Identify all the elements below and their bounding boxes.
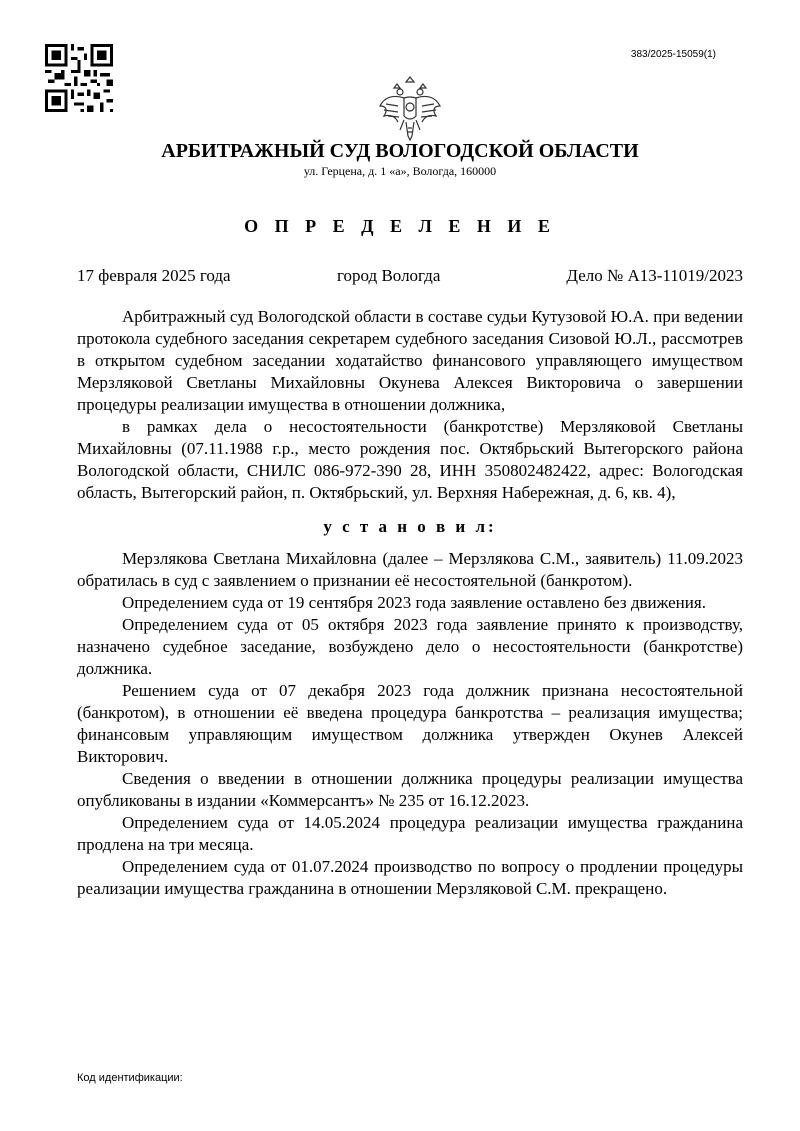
section-heading: у с т а н о в и л: [323,517,497,536]
document-date: 17 февраля 2025 года [77,266,231,285]
coat-of-arms-icon [378,76,442,142]
document-body [77,306,743,900]
body-paragraph: Решением суда от 07 декабря 2023 года должник признана несостоятельной (банкротом), в отношении её введена процедура банкротства – реализация имущества; финансовым управляющим имуществом должника утвержден Окунев Алексей Викторович. [77,681,743,766]
intro-paragraph: в рамках дела о несостоятельности (банкротстве) Мерзляковой Светланы Михайловны (07.11.1988 г.р., место рождения пос. Октябрьский Вытегорского района Вологодской области, СНИЛС 086-972-390 28, ИНН 350802482422, адрес: Вологодская область, Вытегорский район, п. Октябрьский, ул. Верхняя Набережная, д. 6, кв. 4), [77,417,743,502]
document-number: 383/2025-15059(1) [630,49,716,60]
body-paragraph: Мерзлякова Светлана Михайловна (далее – Мерзлякова С.М., заявитель) 11.09.2023 обратилась в суд с заявлением о признании её несостоятельной (банкротом). [77,549,743,590]
document-title: О П Р Е Д Е Л Е Н И Е [244,216,556,236]
identification-code-label: Код идентификации: [77,1072,183,1084]
body-paragraph: Определением суда от 19 сентября 2023 года заявление оставлено без движения. [122,593,706,612]
body-paragraph: Сведения о введении в отношении должника процедуры реализации имущества опубликованы в издании «Коммерсантъ» № 235 от 16.12.2023. [77,769,743,810]
intro-paragraph: Арбитражный суд Вологодской области в составе судьи Кутузовой Ю.А. при ведении протокола судебного заседания секретарем судебного заседания Сизовой Ю.Л., рассмотрев в открытом судебном заседании ходатайство финансового управляющего имуществом Мерзляковой Светланы Михайловны Окунева Алексея Викторовича о завершении процедуры реализации имущества в отношении должника, [77,307,743,414]
body-paragraph: Определением суда от 05 октября 2023 года заявление принято к производству, назначено судебное заседание, возбуждено дело о несостоятельности (банкротстве) должника. [77,615,743,678]
document-city: город Вологда [337,266,441,285]
qr-code-icon [45,44,113,112]
case-number: Дело № А13-11019/2023 [566,266,743,285]
document-header-row [77,266,743,288]
court-address: ул. Герцена, д. 1 «а», Вологда, 160000 [303,164,497,178]
body-paragraph: Определением суда от 14.05.2024 процедура реализации имущества гражданина продлена на три месяца. [77,813,743,854]
body-paragraph: Определением суда от 01.07.2024 производство по вопросу о продлении процедуры реализации имущества гражданина в отношении Мерзляковой С.М. прекращено. [77,857,743,898]
court-name: АРБИТРАЖНЫЙ СУД ВОЛОГОДСКОЙ ОБЛАСТИ [161,140,639,162]
